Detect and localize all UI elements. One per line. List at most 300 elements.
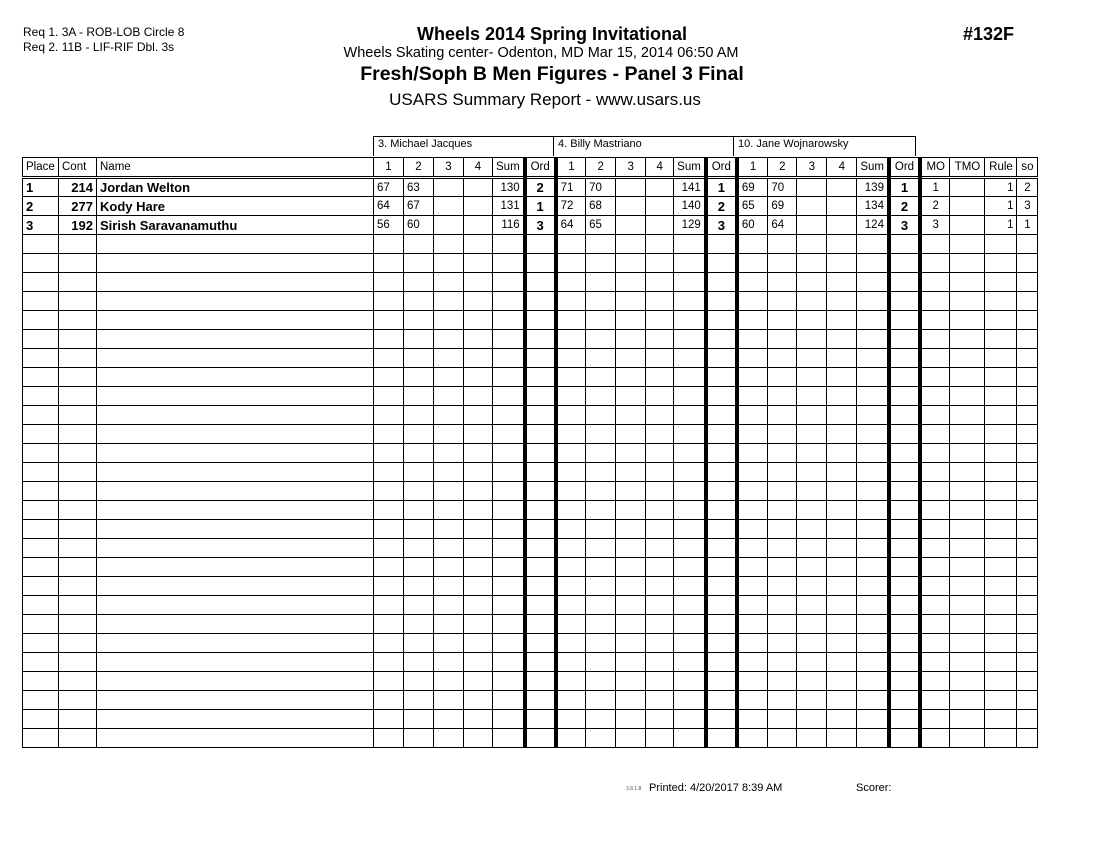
judge1-score4 (464, 178, 493, 197)
empty-cell (706, 349, 737, 368)
empty-cell (586, 691, 616, 710)
empty-cell (525, 330, 556, 349)
empty-cell (646, 577, 674, 596)
empty-cell (797, 577, 827, 596)
empty-cell (827, 615, 857, 634)
empty-cell (797, 539, 827, 558)
judge2-score3 (616, 178, 646, 197)
blank-row (23, 387, 1038, 406)
empty-cell (493, 729, 525, 748)
blank-row (23, 482, 1038, 501)
empty-cell (768, 330, 797, 349)
empty-cell (556, 254, 586, 273)
software-version: 3.8.1.8 (626, 786, 642, 792)
empty-cell (737, 368, 768, 387)
empty-cell (464, 539, 493, 558)
empty-cell (889, 311, 920, 330)
empty-cell (23, 520, 59, 539)
empty-cell (797, 387, 827, 406)
empty-cell (706, 292, 737, 311)
empty-cell (950, 254, 985, 273)
empty-cell (59, 425, 97, 444)
empty-cell (493, 653, 525, 672)
blank-row (23, 330, 1038, 349)
empty-cell (586, 729, 616, 748)
empty-cell (525, 596, 556, 615)
empty-cell (556, 368, 586, 387)
empty-cell (797, 482, 827, 501)
empty-cell (525, 368, 556, 387)
empty-cell (857, 539, 889, 558)
empty-cell (59, 482, 97, 501)
name-cell: Jordan Welton (97, 178, 374, 197)
judge3-sum: 134 (857, 197, 889, 216)
empty-cell (857, 387, 889, 406)
judge2-score3 (616, 216, 646, 235)
empty-cell (434, 311, 464, 330)
empty-cell (616, 425, 646, 444)
empty-cell (1017, 577, 1038, 596)
empty-cell (556, 558, 586, 577)
tmo-cell (950, 178, 985, 197)
empty-cell (97, 710, 374, 729)
empty-cell (950, 520, 985, 539)
empty-cell (97, 254, 374, 273)
empty-cell (525, 311, 556, 330)
empty-cell (797, 311, 827, 330)
empty-cell (434, 729, 464, 748)
blank-row (23, 406, 1038, 425)
col-j1-ord: Ord (525, 158, 556, 178)
empty-cell (23, 292, 59, 311)
empty-cell (525, 577, 556, 596)
empty-cell (556, 710, 586, 729)
empty-cell (493, 710, 525, 729)
empty-cell (768, 615, 797, 634)
judge1-score2: 67 (404, 197, 434, 216)
blank-row (23, 520, 1038, 539)
empty-cell (1017, 425, 1038, 444)
empty-cell (556, 292, 586, 311)
empty-cell (556, 672, 586, 691)
empty-cell (616, 634, 646, 653)
empty-cell (768, 292, 797, 311)
col-j3-s1: 1 (737, 158, 768, 178)
blank-row (23, 577, 1038, 596)
empty-cell (768, 710, 797, 729)
empty-cell (23, 729, 59, 748)
judge1-score1: 67 (374, 178, 404, 197)
empty-cell (493, 501, 525, 520)
judge2-score1: 71 (556, 178, 586, 197)
blank-row (23, 292, 1038, 311)
empty-cell (737, 235, 768, 254)
empty-cell (464, 596, 493, 615)
empty-cell (1017, 254, 1038, 273)
empty-cell (525, 672, 556, 691)
name-cell: Sirish Saravanamuthu (97, 216, 374, 235)
competition-title: Wheels 2014 Spring Invitational (416, 24, 688, 44)
judge1-sum: 131 (493, 197, 525, 216)
empty-cell (556, 539, 586, 558)
rule-cell: 1 (985, 178, 1017, 197)
col-j2-s1: 1 (556, 158, 586, 178)
empty-cell (889, 463, 920, 482)
cont-cell: 214 (59, 178, 97, 197)
empty-cell (857, 273, 889, 292)
empty-cell (797, 273, 827, 292)
empty-cell (586, 425, 616, 444)
empty-cell (950, 710, 985, 729)
empty-cell (857, 672, 889, 691)
empty-cell (920, 349, 950, 368)
empty-cell (586, 235, 616, 254)
empty-cell (920, 444, 950, 463)
empty-cell (97, 406, 374, 425)
empty-cell (737, 672, 768, 691)
empty-cell (616, 273, 646, 292)
empty-cell (556, 691, 586, 710)
empty-cell (706, 368, 737, 387)
empty-cell (646, 444, 674, 463)
scorer-label: Scorer: (856, 782, 892, 794)
empty-cell (586, 539, 616, 558)
judge2-score3 (616, 197, 646, 216)
empty-cell (985, 311, 1017, 330)
empty-cell (920, 710, 950, 729)
empty-cell (646, 330, 674, 349)
empty-cell (434, 710, 464, 729)
event-number: #132F (963, 24, 1015, 44)
empty-cell (434, 349, 464, 368)
empty-cell (797, 729, 827, 748)
empty-cell (464, 672, 493, 691)
empty-cell (59, 634, 97, 653)
empty-cell (1017, 558, 1038, 577)
empty-cell (797, 710, 827, 729)
empty-cell (706, 254, 737, 273)
empty-cell (950, 558, 985, 577)
blank-row (23, 634, 1038, 653)
empty-cell (97, 292, 374, 311)
empty-cell (404, 292, 434, 311)
empty-cell (1017, 615, 1038, 634)
empty-cell (586, 254, 616, 273)
empty-cell (23, 406, 59, 425)
empty-cell (404, 482, 434, 501)
empty-cell (797, 653, 827, 672)
empty-cell (97, 235, 374, 254)
empty-cell (768, 406, 797, 425)
empty-cell (556, 425, 586, 444)
empty-cell (374, 596, 404, 615)
empty-cell (374, 368, 404, 387)
empty-cell (23, 330, 59, 349)
empty-cell (768, 501, 797, 520)
col-j1-s2: 2 (404, 158, 434, 178)
empty-cell (59, 691, 97, 710)
empty-cell (97, 425, 374, 444)
empty-cell (768, 672, 797, 691)
empty-cell (889, 539, 920, 558)
empty-cell (920, 672, 950, 691)
empty-cell (374, 292, 404, 311)
empty-cell (827, 482, 857, 501)
empty-cell (985, 520, 1017, 539)
empty-cell (374, 710, 404, 729)
empty-cell (59, 444, 97, 463)
empty-cell (434, 406, 464, 425)
judge3-score1: 60 (737, 216, 768, 235)
empty-cell (889, 444, 920, 463)
empty-cell (97, 368, 374, 387)
judge2-score1: 64 (556, 216, 586, 235)
results-table (22, 157, 1038, 748)
empty-cell (646, 368, 674, 387)
empty-cell (404, 406, 434, 425)
col-so: so (1017, 158, 1038, 178)
judge3-score1: 69 (737, 178, 768, 197)
empty-cell (889, 349, 920, 368)
empty-cell (374, 615, 404, 634)
empty-cell (374, 482, 404, 501)
empty-cell (97, 729, 374, 748)
empty-cell (464, 501, 493, 520)
empty-cell (797, 691, 827, 710)
empty-cell (586, 653, 616, 672)
blank-row (23, 273, 1038, 292)
empty-cell (920, 387, 950, 406)
empty-cell (920, 482, 950, 501)
place-cell: 1 (23, 178, 59, 197)
col-tmo: TMO (950, 158, 985, 178)
empty-cell (404, 539, 434, 558)
empty-cell (646, 406, 674, 425)
col-j2-ord: Ord (706, 158, 737, 178)
empty-cell (827, 444, 857, 463)
judge3-score3 (797, 178, 827, 197)
empty-cell (434, 444, 464, 463)
empty-cell (97, 558, 374, 577)
empty-cell (556, 729, 586, 748)
empty-cell (1017, 387, 1038, 406)
empty-cell (985, 254, 1017, 273)
empty-cell (827, 368, 857, 387)
empty-cell (23, 254, 59, 273)
empty-cell (646, 425, 674, 444)
empty-cell (768, 596, 797, 615)
empty-cell (374, 539, 404, 558)
empty-cell (23, 444, 59, 463)
empty-cell (737, 254, 768, 273)
empty-cell (646, 615, 674, 634)
empty-cell (737, 330, 768, 349)
empty-cell (985, 387, 1017, 406)
empty-cell (556, 235, 586, 254)
empty-cell (985, 482, 1017, 501)
col-j2-s4: 4 (646, 158, 674, 178)
judge2-score1: 72 (556, 197, 586, 216)
col-j3-ord: Ord (889, 158, 920, 178)
empty-cell (737, 596, 768, 615)
empty-cell (674, 672, 706, 691)
empty-cell (97, 691, 374, 710)
empty-cell (674, 463, 706, 482)
empty-cell (674, 691, 706, 710)
empty-cell (464, 311, 493, 330)
empty-cell (920, 520, 950, 539)
empty-cell (525, 634, 556, 653)
empty-cell (857, 634, 889, 653)
empty-cell (586, 577, 616, 596)
empty-cell (493, 387, 525, 406)
empty-cell (586, 273, 616, 292)
empty-cell (827, 558, 857, 577)
empty-cell (857, 349, 889, 368)
empty-cell (586, 672, 616, 691)
judge-header-1: 3. Michael Jacques (373, 136, 554, 156)
empty-cell (464, 653, 493, 672)
empty-cell (889, 482, 920, 501)
judge3-score2: 64 (768, 216, 797, 235)
judge3-sum: 124 (857, 216, 889, 235)
printed-timestamp: Printed: 4/20/2017 8:39 AM (649, 782, 783, 794)
empty-cell (797, 615, 827, 634)
blank-row (23, 596, 1038, 615)
empty-cell (857, 444, 889, 463)
judge1-score4 (464, 197, 493, 216)
empty-cell (889, 577, 920, 596)
col-j3-s3: 3 (797, 158, 827, 178)
empty-cell (797, 444, 827, 463)
empty-cell (797, 368, 827, 387)
empty-cell (950, 596, 985, 615)
judge2-ordinal: 2 (706, 197, 737, 216)
empty-cell (464, 710, 493, 729)
empty-cell (706, 596, 737, 615)
empty-cell (950, 406, 985, 425)
empty-cell (525, 615, 556, 634)
empty-cell (674, 482, 706, 501)
empty-cell (920, 425, 950, 444)
empty-cell (59, 558, 97, 577)
empty-cell (23, 710, 59, 729)
empty-cell (706, 691, 737, 710)
empty-cell (889, 368, 920, 387)
empty-cell (464, 292, 493, 311)
empty-cell (674, 710, 706, 729)
empty-cell (674, 330, 706, 349)
empty-cell (646, 729, 674, 748)
empty-cell (404, 349, 434, 368)
empty-cell (674, 729, 706, 748)
empty-cell (985, 406, 1017, 425)
empty-cell (920, 653, 950, 672)
empty-cell (646, 273, 674, 292)
empty-cell (404, 558, 434, 577)
empty-cell (985, 672, 1017, 691)
empty-cell (493, 330, 525, 349)
empty-cell (1017, 311, 1038, 330)
empty-cell (59, 235, 97, 254)
empty-cell (434, 615, 464, 634)
empty-cell (493, 444, 525, 463)
empty-cell (797, 254, 827, 273)
empty-cell (616, 311, 646, 330)
empty-cell (706, 615, 737, 634)
empty-cell (434, 596, 464, 615)
empty-cell (646, 292, 674, 311)
mo-cell: 1 (920, 178, 950, 197)
empty-cell (889, 729, 920, 748)
empty-cell (1017, 463, 1038, 482)
empty-cell (616, 463, 646, 482)
report-title: USARS Summary Report - www.usars.us (389, 90, 701, 109)
empty-cell (374, 463, 404, 482)
empty-cell (646, 387, 674, 406)
empty-cell (556, 330, 586, 349)
empty-cell (23, 501, 59, 520)
blank-row (23, 463, 1038, 482)
empty-cell (586, 292, 616, 311)
empty-cell (1017, 368, 1038, 387)
blank-row (23, 349, 1038, 368)
empty-cell (737, 482, 768, 501)
empty-cell (59, 387, 97, 406)
empty-cell (797, 520, 827, 539)
empty-cell (827, 653, 857, 672)
empty-cell (827, 235, 857, 254)
col-j1-s3: 3 (434, 158, 464, 178)
empty-cell (616, 558, 646, 577)
empty-cell (768, 444, 797, 463)
empty-cell (646, 691, 674, 710)
empty-cell (586, 615, 616, 634)
empty-cell (920, 596, 950, 615)
empty-cell (920, 729, 950, 748)
empty-cell (950, 368, 985, 387)
empty-cell (616, 330, 646, 349)
empty-cell (525, 520, 556, 539)
empty-cell (616, 254, 646, 273)
empty-cell (950, 539, 985, 558)
empty-cell (768, 691, 797, 710)
empty-cell (706, 444, 737, 463)
empty-cell (768, 235, 797, 254)
empty-cell (706, 577, 737, 596)
empty-cell (737, 577, 768, 596)
empty-cell (674, 539, 706, 558)
requirement-1: Req 1. 3A - ROB-LOB Circle 8 (23, 25, 185, 39)
event-title: Fresh/Soph B Men Figures - Panel 3 Final (360, 63, 744, 85)
blank-row (23, 691, 1038, 710)
empty-cell (493, 273, 525, 292)
empty-cell (797, 330, 827, 349)
judge1-ordinal: 2 (525, 178, 556, 197)
judge1-score1: 56 (374, 216, 404, 235)
judge2-ordinal: 1 (706, 178, 737, 197)
empty-cell (985, 729, 1017, 748)
cont-cell: 277 (59, 197, 97, 216)
empty-cell (646, 672, 674, 691)
judge1-score2: 63 (404, 178, 434, 197)
empty-cell (737, 311, 768, 330)
empty-cell (674, 653, 706, 672)
empty-cell (737, 520, 768, 539)
empty-cell (857, 235, 889, 254)
empty-cell (950, 729, 985, 748)
empty-cell (59, 672, 97, 691)
